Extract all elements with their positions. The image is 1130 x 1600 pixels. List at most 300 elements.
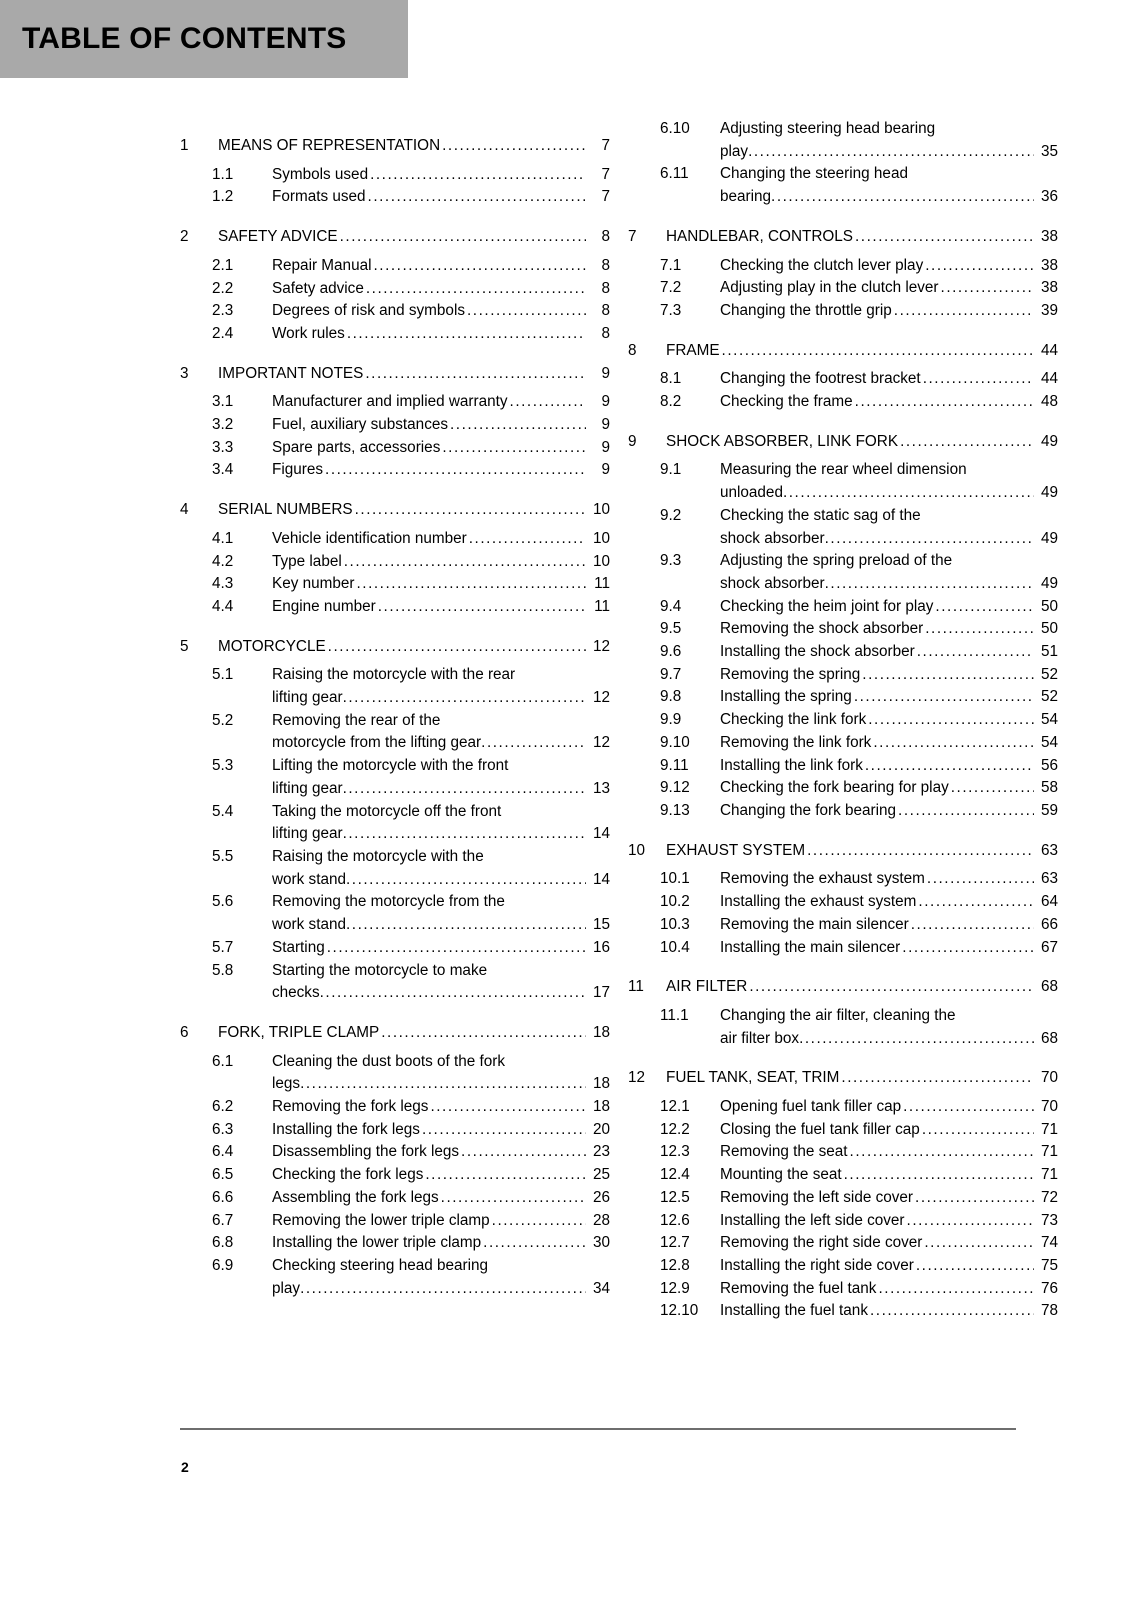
toc-section-entry[interactable] [180, 846, 610, 891]
toc-section-entry[interactable] [180, 186, 610, 209]
toc-entry-line [720, 573, 1058, 596]
toc-entry-text: checks [272, 984, 320, 1002]
toc-entry-text: Checking the frame [720, 393, 853, 411]
toc-section-entry[interactable] [628, 664, 1058, 687]
toc-page-number: 12 [592, 689, 610, 707]
toc-chapter-entry[interactable] [628, 226, 1058, 249]
toc-entry-number: 9.12 [660, 779, 690, 797]
toc-chapter-entry[interactable] [628, 976, 1058, 999]
toc-entry-number: 10.2 [660, 893, 690, 911]
toc-dot-leader [722, 340, 1034, 363]
toc-entry-title-block [720, 618, 1058, 641]
toc-page-number: 9 [601, 416, 610, 434]
toc-entry-number: 9.7 [660, 665, 682, 683]
toc-entry-text: Adjusting steering head bearing [720, 120, 936, 137]
toc-section-entry[interactable] [180, 710, 610, 755]
toc-section-entry[interactable] [628, 800, 1058, 823]
toc-page-number: 7 [601, 137, 610, 154]
toc-page-number: 74 [1040, 1234, 1058, 1252]
toc-entry-number: 10.3 [660, 915, 690, 933]
toc-entry-line [720, 391, 1058, 414]
toc-entry-text: FRAME [666, 341, 720, 359]
toc-entry-title-block [272, 960, 610, 1005]
toc-section-entry[interactable] [180, 891, 610, 936]
toc-entry-line [272, 1232, 610, 1255]
toc-section-entry[interactable] [628, 891, 1058, 914]
toc-entry-title-block [218, 363, 610, 386]
toc-entry-title-block [720, 391, 1058, 414]
toc-entry-text: shock absorber [720, 529, 825, 547]
toc-entry-number: 12.5 [660, 1188, 690, 1206]
toc-section-entry[interactable] [628, 641, 1058, 664]
toc-entry-number: 9.13 [660, 801, 690, 819]
toc-section-entry[interactable] [628, 1141, 1058, 1164]
toc-section-entry[interactable] [628, 1005, 1058, 1050]
toc-entry-number: 6.5 [212, 1166, 234, 1184]
toc-entry-title-block [272, 255, 610, 278]
toc-section-entry[interactable] [180, 164, 610, 187]
toc-dot-leader [925, 618, 1034, 641]
toc-section-entry[interactable] [180, 937, 610, 960]
toc-section-entry[interactable] [180, 551, 610, 574]
toc-chapter-entry[interactable] [180, 636, 610, 659]
toc-page-number: 11 [594, 597, 610, 615]
toc-dot-leader [907, 1210, 1034, 1233]
toc-entry-text: Checking the fork bearing for play [720, 779, 949, 797]
toc-dot-leader [328, 636, 586, 659]
toc-entry-number: 3.2 [212, 416, 234, 434]
toc-entry-text: Removing the main silencer [720, 915, 909, 933]
toc-entry-line [666, 840, 1058, 863]
toc-entry-number: 12.8 [660, 1256, 690, 1274]
toc-entry-title-block [720, 732, 1058, 755]
toc-entry-line [720, 300, 1058, 323]
toc-entry-title-block [720, 641, 1058, 664]
toc-page-number: 71 [1040, 1166, 1058, 1184]
toc-dot-leader [422, 1119, 586, 1142]
page-title: TABLE OF CONTENTS [22, 22, 347, 55]
toc-entry-number: 10.1 [660, 870, 690, 888]
toc-section-entry[interactable] [180, 801, 610, 846]
toc-entry-text: Removing the seat [720, 1143, 848, 1161]
toc-section-entry[interactable] [628, 459, 1058, 504]
toc-entry-title-block [666, 431, 1058, 454]
toc-dot-leader [878, 1278, 1034, 1301]
toc-entry-text: SHOCK ABSORBER, LINK FORK [666, 432, 899, 450]
toc-entry-number: 6.8 [212, 1234, 234, 1252]
toc-entry-line [666, 340, 1058, 363]
toc-section-entry[interactable] [628, 1300, 1058, 1323]
toc-dot-leader [841, 1067, 1034, 1090]
toc-entry-text: FORK, TRIPLE CLAMP [218, 1023, 380, 1041]
toc-section-entry[interactable] [180, 255, 610, 278]
toc-section-entry[interactable] [180, 459, 610, 482]
toc-entry-text: Checking the link fork [720, 711, 867, 729]
toc-entry-text: air filter box [720, 1029, 800, 1047]
toc-section-entry[interactable] [628, 1278, 1058, 1301]
toc-page-number: 8 [601, 228, 610, 246]
toc-dot-leader [873, 732, 1034, 755]
toc-chapter-entry[interactable] [180, 1022, 610, 1045]
toc-entry-line [720, 482, 1058, 505]
toc-section-entry[interactable] [180, 1141, 610, 1164]
toc-entry-text: Checking the clutch lever play [720, 256, 924, 274]
toc-entry-number: 12.9 [660, 1279, 690, 1297]
toc-entry-line [272, 755, 610, 778]
toc-page-number: 48 [1040, 393, 1058, 411]
toc-entry-line [272, 1051, 610, 1074]
toc-section-entry[interactable] [180, 664, 610, 709]
toc-entry-title-block [720, 300, 1058, 323]
toc-entry-title-block [272, 1210, 610, 1233]
toc-dot-leader [481, 732, 586, 755]
toc-section-entry[interactable] [628, 277, 1058, 300]
toc-dot-leader [381, 1022, 586, 1045]
toc-dot-leader [347, 323, 586, 346]
toc-page-number: 8 [601, 302, 610, 320]
toc-entry-text: Removing the link fork [720, 733, 872, 751]
toc-entry-text: Key number [272, 575, 355, 593]
toc-dot-leader [898, 800, 1034, 823]
toc-entry-line [272, 1141, 610, 1164]
toc-section-entry[interactable] [180, 323, 610, 346]
toc-entry-title-block [666, 840, 1058, 863]
toc-section-entry[interactable] [180, 437, 610, 460]
toc-page-number: 50 [1040, 620, 1058, 638]
toc-entry-line [272, 1164, 610, 1187]
toc-section-entry[interactable] [628, 937, 1058, 960]
toc-dot-leader [343, 778, 586, 801]
toc-entry-title-block [272, 937, 610, 960]
toc-dot-leader [917, 641, 1034, 664]
toc-dot-leader [862, 664, 1034, 687]
toc-section-entry[interactable] [628, 686, 1058, 709]
toc-entry-line [218, 636, 610, 659]
toc-section-entry[interactable] [628, 1096, 1058, 1119]
toc-section-entry[interactable] [180, 1232, 610, 1255]
toc-dot-leader [900, 431, 1034, 454]
toc-entry-line [720, 1028, 1058, 1051]
toc-dot-leader [346, 914, 586, 937]
toc-section-entry[interactable] [628, 755, 1058, 778]
toc-section-entry[interactable] [180, 596, 610, 619]
toc-entry-title-block [272, 278, 610, 301]
toc-entry-line [272, 551, 610, 574]
toc-section-entry[interactable] [180, 1210, 610, 1233]
toc-entry-line [720, 937, 1058, 960]
toc-entry-title-block [272, 1141, 610, 1164]
toc-section-entry[interactable] [628, 550, 1058, 595]
toc-entry-number: 12.1 [660, 1098, 690, 1116]
toc-section-entry[interactable] [628, 709, 1058, 732]
toc-dot-leader [483, 1232, 586, 1255]
toc-dot-leader [854, 686, 1034, 709]
toc-page-number: 49 [1040, 484, 1058, 502]
toc-dot-leader [865, 755, 1034, 778]
toc-section-entry[interactable] [628, 596, 1058, 619]
toc-entry-line [666, 1067, 1058, 1090]
toc-entry-line [720, 914, 1058, 937]
toc-section-entry[interactable] [180, 414, 610, 437]
toc-chapter-entry[interactable] [628, 840, 1058, 863]
toc-chapter-entry[interactable] [628, 431, 1058, 454]
toc-page-number: 8 [601, 256, 610, 274]
toc-entry-line [720, 1119, 1058, 1142]
toc-section-entry[interactable] [180, 573, 610, 596]
toc-entry-line [720, 732, 1058, 755]
toc-entry-text: Figures [272, 461, 324, 479]
toc-entry-title-block [720, 1164, 1058, 1187]
toc-entry-number: 7.2 [660, 279, 682, 297]
toc-page-number: 9 [601, 438, 610, 456]
toc-entry-number: 5.4 [212, 802, 234, 820]
toc-entry-number: 4.2 [212, 552, 234, 570]
toc-column-right [628, 118, 1058, 1323]
toc-entry-title-block [720, 1096, 1058, 1119]
toc-section-entry[interactable] [628, 163, 1058, 208]
toc-section-entry[interactable] [180, 960, 610, 1005]
toc-section-entry[interactable] [180, 1119, 610, 1142]
toc-entry-number: 2 [180, 228, 189, 246]
toc-entry-text: lifting gear [272, 825, 343, 843]
toc-entry-text: Removing the fuel tank [720, 1279, 877, 1297]
toc-entry-line [720, 709, 1058, 732]
toc-entry-text: Removing the right side cover [720, 1234, 923, 1252]
toc-entry-line [272, 823, 610, 846]
toc-dot-leader [918, 891, 1034, 914]
toc-entry-text: Installing the link fork [720, 756, 863, 774]
toc-entry-number: 6.9 [212, 1256, 234, 1274]
toc-page-number: 44 [1040, 341, 1058, 359]
toc-section-entry[interactable] [628, 1255, 1058, 1278]
toc-entry-line [272, 278, 610, 301]
toc-dot-leader [771, 186, 1034, 209]
toc-section-entry[interactable] [180, 278, 610, 301]
toc-dot-leader [343, 687, 586, 710]
toc-dot-leader [783, 482, 1034, 505]
toc-entry-line [720, 1096, 1058, 1119]
toc-dot-leader [748, 141, 1034, 164]
toc-section-entry[interactable] [628, 1187, 1058, 1210]
toc-entry-number: 3.1 [212, 393, 234, 411]
toc-entry-title-block [218, 1022, 610, 1045]
toc-section-entry[interactable] [628, 1210, 1058, 1233]
toc-entry-line [272, 391, 610, 414]
toc-dot-leader [366, 278, 586, 301]
toc-entry-text: Removing the fork legs [272, 1098, 429, 1116]
toc-page-number: 12 [592, 637, 610, 655]
toc-entry-line [720, 1187, 1058, 1210]
toc-entry-text: Raising the motorcycle with the rear [272, 666, 516, 684]
toc-page-number: 58 [1040, 779, 1058, 797]
toc-entry-number: 2.3 [212, 302, 234, 320]
toc-entry-text: Adjusting the spring preload of the [720, 552, 953, 570]
toc-entry-text: IMPORTANT NOTES [218, 364, 364, 382]
toc-page-number: 44 [1040, 370, 1058, 388]
toc-section-entry[interactable] [628, 618, 1058, 641]
toc-entry-number: 5.3 [212, 757, 234, 775]
toc-section-entry[interactable] [180, 528, 610, 551]
toc-dot-leader [924, 1232, 1034, 1255]
toc-page-number: 18 [592, 1075, 610, 1093]
toc-entry-title-block [720, 1232, 1058, 1255]
toc-entry-title-block [272, 186, 610, 209]
toc-section-entry[interactable] [628, 868, 1058, 891]
toc-entry-title-block [720, 368, 1058, 391]
toc-dot-leader [450, 414, 586, 437]
toc-page-number: 54 [1040, 733, 1058, 751]
toc-section-entry[interactable] [180, 1255, 610, 1300]
toc-entry-number: 1.1 [212, 165, 234, 183]
toc-page-number: 9 [601, 364, 610, 382]
toc-entry-number: 10 [628, 841, 646, 859]
toc-entry-text: EXHAUST SYSTEM [666, 841, 806, 859]
toc-entry-text: Removing the left side cover [720, 1188, 914, 1206]
toc-section-entry[interactable] [628, 391, 1058, 414]
toc-entry-number: 6.6 [212, 1188, 234, 1206]
toc-entry-title-block [720, 1187, 1058, 1210]
toc-dot-leader [442, 135, 586, 158]
toc-entry-line [720, 277, 1058, 300]
toc-section-entry[interactable] [628, 1119, 1058, 1142]
toc-dot-leader [941, 277, 1034, 300]
toc-dot-leader [799, 1028, 1034, 1051]
toc-page-number: 25 [592, 1166, 610, 1184]
toc-entry-line [720, 686, 1058, 709]
toc-page-number: 49 [1040, 432, 1058, 450]
toc-entry-line [272, 1073, 610, 1096]
toc-entry-text: Installing the right side cover [720, 1256, 914, 1274]
toc-entry-text: Removing the spring [720, 665, 861, 683]
toc-entry-title-block [720, 1119, 1058, 1142]
toc-dot-leader [855, 391, 1034, 414]
toc-entry-text: work stand [272, 916, 346, 934]
header-banner [0, 0, 408, 78]
toc-entry-line [720, 618, 1058, 641]
toc-section-entry[interactable] [628, 118, 1058, 163]
toc-dot-leader [510, 391, 586, 414]
toc-entry-text: Changing the throttle grip [720, 301, 892, 319]
toc-chapter-entry[interactable] [180, 226, 610, 249]
toc-entry-text: Formats used [272, 188, 366, 206]
toc-page-number: 8 [601, 324, 610, 342]
toc-page-number: 56 [1040, 756, 1058, 774]
toc-entry-title-block [666, 226, 1058, 249]
toc-entry-title-block [272, 596, 610, 619]
toc-entry-number: 6.2 [212, 1098, 234, 1116]
toc-page-number: 8 [601, 279, 610, 297]
toc-entry-title-block [272, 846, 610, 891]
toc-section-entry[interactable] [628, 255, 1058, 278]
toc-entry-number: 8.2 [660, 393, 682, 411]
toc-entry-line [272, 596, 610, 619]
toc-entry-title-block [720, 505, 1058, 550]
toc-section-entry[interactable] [628, 505, 1058, 550]
toc-entry-text: Cleaning the dust boots of the fork [272, 1052, 506, 1070]
footer-page-number: 2 [181, 1459, 189, 1475]
toc-entry-text: Mounting the seat [720, 1166, 842, 1184]
toc-entry-line [272, 1255, 610, 1278]
toc-page-number: 15 [592, 916, 610, 934]
toc-page-number: 14 [592, 870, 610, 888]
toc-chapter-entry[interactable] [628, 340, 1058, 363]
toc-entry-number: 3 [180, 364, 189, 382]
toc-section-entry[interactable] [628, 300, 1058, 323]
toc-entry-text: Measuring the rear wheel dimension [720, 461, 967, 479]
toc-entry-line [720, 368, 1058, 391]
toc-chapter-entry[interactable] [180, 363, 610, 386]
toc-section-entry[interactable] [180, 1051, 610, 1096]
toc-section-entry[interactable] [180, 755, 610, 800]
toc-dot-leader [825, 528, 1034, 551]
toc-page-number: 63 [1040, 841, 1058, 859]
toc-dot-leader [355, 499, 586, 522]
toc-dot-leader [807, 840, 1034, 863]
toc-entry-line [272, 846, 610, 869]
toc-page-number: 18 [592, 1098, 610, 1116]
toc-entry-title-block [666, 1067, 1058, 1090]
toc-section-entry[interactable] [628, 914, 1058, 937]
toc-section-entry[interactable] [628, 777, 1058, 800]
toc-entry-number: 1.2 [212, 188, 234, 206]
toc-entry-text: MEANS OF REPRESENTATION [218, 137, 441, 154]
toc-section-entry[interactable] [628, 732, 1058, 755]
toc-page-number: 70 [1040, 1069, 1058, 1087]
toc-entry-line [272, 1096, 610, 1119]
toc-entry-title-block [272, 1255, 610, 1300]
toc-section-entry[interactable] [628, 1164, 1058, 1187]
toc-dot-leader [320, 982, 586, 1005]
toc-entry-number: 4.3 [212, 575, 234, 593]
toc-entry-text: Changing the fork bearing [720, 801, 897, 819]
toc-entry-number: 2.2 [212, 279, 234, 297]
toc-entry-text: Installing the exhaust system [720, 893, 917, 911]
toc-dot-leader [916, 1255, 1034, 1278]
toc-chapter-entry[interactable] [628, 1067, 1058, 1090]
toc-chapter-entry[interactable] [180, 135, 610, 158]
toc-chapter-entry[interactable] [180, 499, 610, 522]
toc-section-entry[interactable] [180, 300, 610, 323]
toc-section-entry[interactable] [628, 1232, 1058, 1255]
toc-entry-line [720, 800, 1058, 823]
toc-section-entry[interactable] [180, 1187, 610, 1210]
toc-section-entry[interactable] [628, 368, 1058, 391]
toc-entry-line [720, 118, 1058, 141]
toc-entry-text: lifting gear [272, 689, 343, 707]
toc-entry-text: Installing the shock absorber [720, 643, 915, 661]
toc-entry-line [720, 777, 1058, 800]
toc-dot-leader [951, 777, 1034, 800]
toc-dot-leader [370, 164, 586, 187]
toc-dot-leader [442, 437, 586, 460]
toc-section-entry[interactable] [180, 1096, 610, 1119]
toc-entry-text: Spare parts, accessories [272, 438, 441, 456]
toc-entry-title-block [720, 914, 1058, 937]
toc-page-number: 76 [1040, 1279, 1058, 1297]
toc-dot-leader [902, 937, 1034, 960]
toc-entry-title-block [720, 664, 1058, 687]
toc-dot-leader [325, 459, 586, 482]
toc-section-entry[interactable] [180, 1164, 610, 1187]
toc-entry-line [666, 976, 1058, 999]
toc-entry-line [218, 499, 610, 522]
toc-page-number: 11 [594, 575, 610, 593]
toc-entry-line [272, 960, 610, 983]
toc-section-entry[interactable] [180, 391, 610, 414]
toc-entry-title-block [720, 277, 1058, 300]
toc-entry-text: Vehicle identification number [272, 529, 467, 547]
toc-entry-text: Removing the exhaust system [720, 870, 925, 888]
